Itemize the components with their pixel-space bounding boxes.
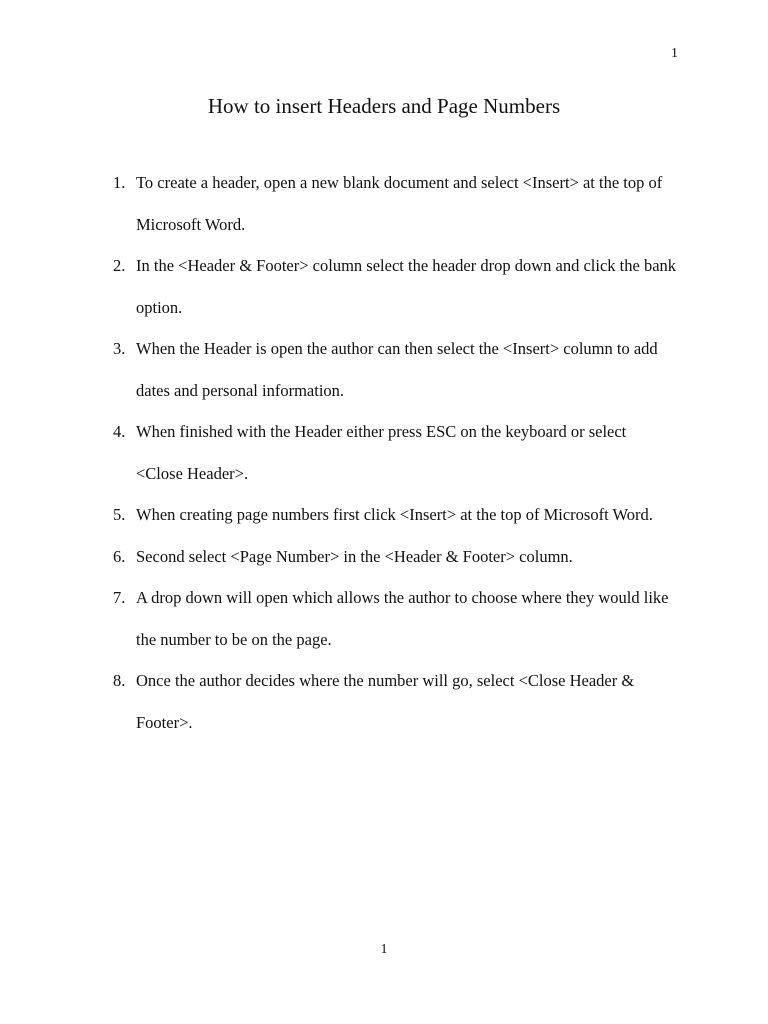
list-item <box>0 245 676 328</box>
step-text: To create a header, open a new blank document and select <Insert> at the top of Microsoft Word. <box>136 173 663 234</box>
list-item <box>0 411 676 494</box>
step-number: 5. <box>113 505 126 524</box>
step-text: Once the author decides where the number will go, select <Close Header & Footer>. <box>136 671 635 732</box>
steps-list <box>0 162 676 743</box>
document-title: How to insert Headers and Page Numbers <box>207 94 561 118</box>
step-text: Second select <Page Number> in the <Header & Footer> column. <box>136 546 573 566</box>
footer-page-number: 1 <box>380 942 388 957</box>
step-text: In the <Header & Footer> column select the header drop down and click the bank option. <box>136 256 677 317</box>
step-number: 4. <box>113 422 126 441</box>
step-number: 6. <box>113 546 126 566</box>
header-page-number: 1 <box>671 46 678 61</box>
list-item <box>0 328 676 411</box>
step-text: When the Header is open the author can then select the <Insert> column to add dates and personal information. <box>136 339 658 400</box>
step-number: 1. <box>113 173 126 192</box>
step-text: A drop down will open which allows the author to choose where they would like the number to be on the page. <box>136 588 669 649</box>
step-text: When creating page numbers first click <Insert> at the top of Microsoft Word. <box>136 505 653 524</box>
list-item <box>0 162 676 245</box>
step-number: 3. <box>113 339 126 358</box>
step-number: 8. <box>113 671 126 690</box>
list-item <box>0 536 676 578</box>
step-number: 7. <box>113 588 126 607</box>
step-text: When finished with the Header either press ESC on the keyboard or select <Close Header>. <box>136 422 627 483</box>
list-item <box>0 577 676 660</box>
list-item <box>0 660 676 743</box>
step-number: 2. <box>113 256 126 275</box>
list-item <box>0 494 676 536</box>
